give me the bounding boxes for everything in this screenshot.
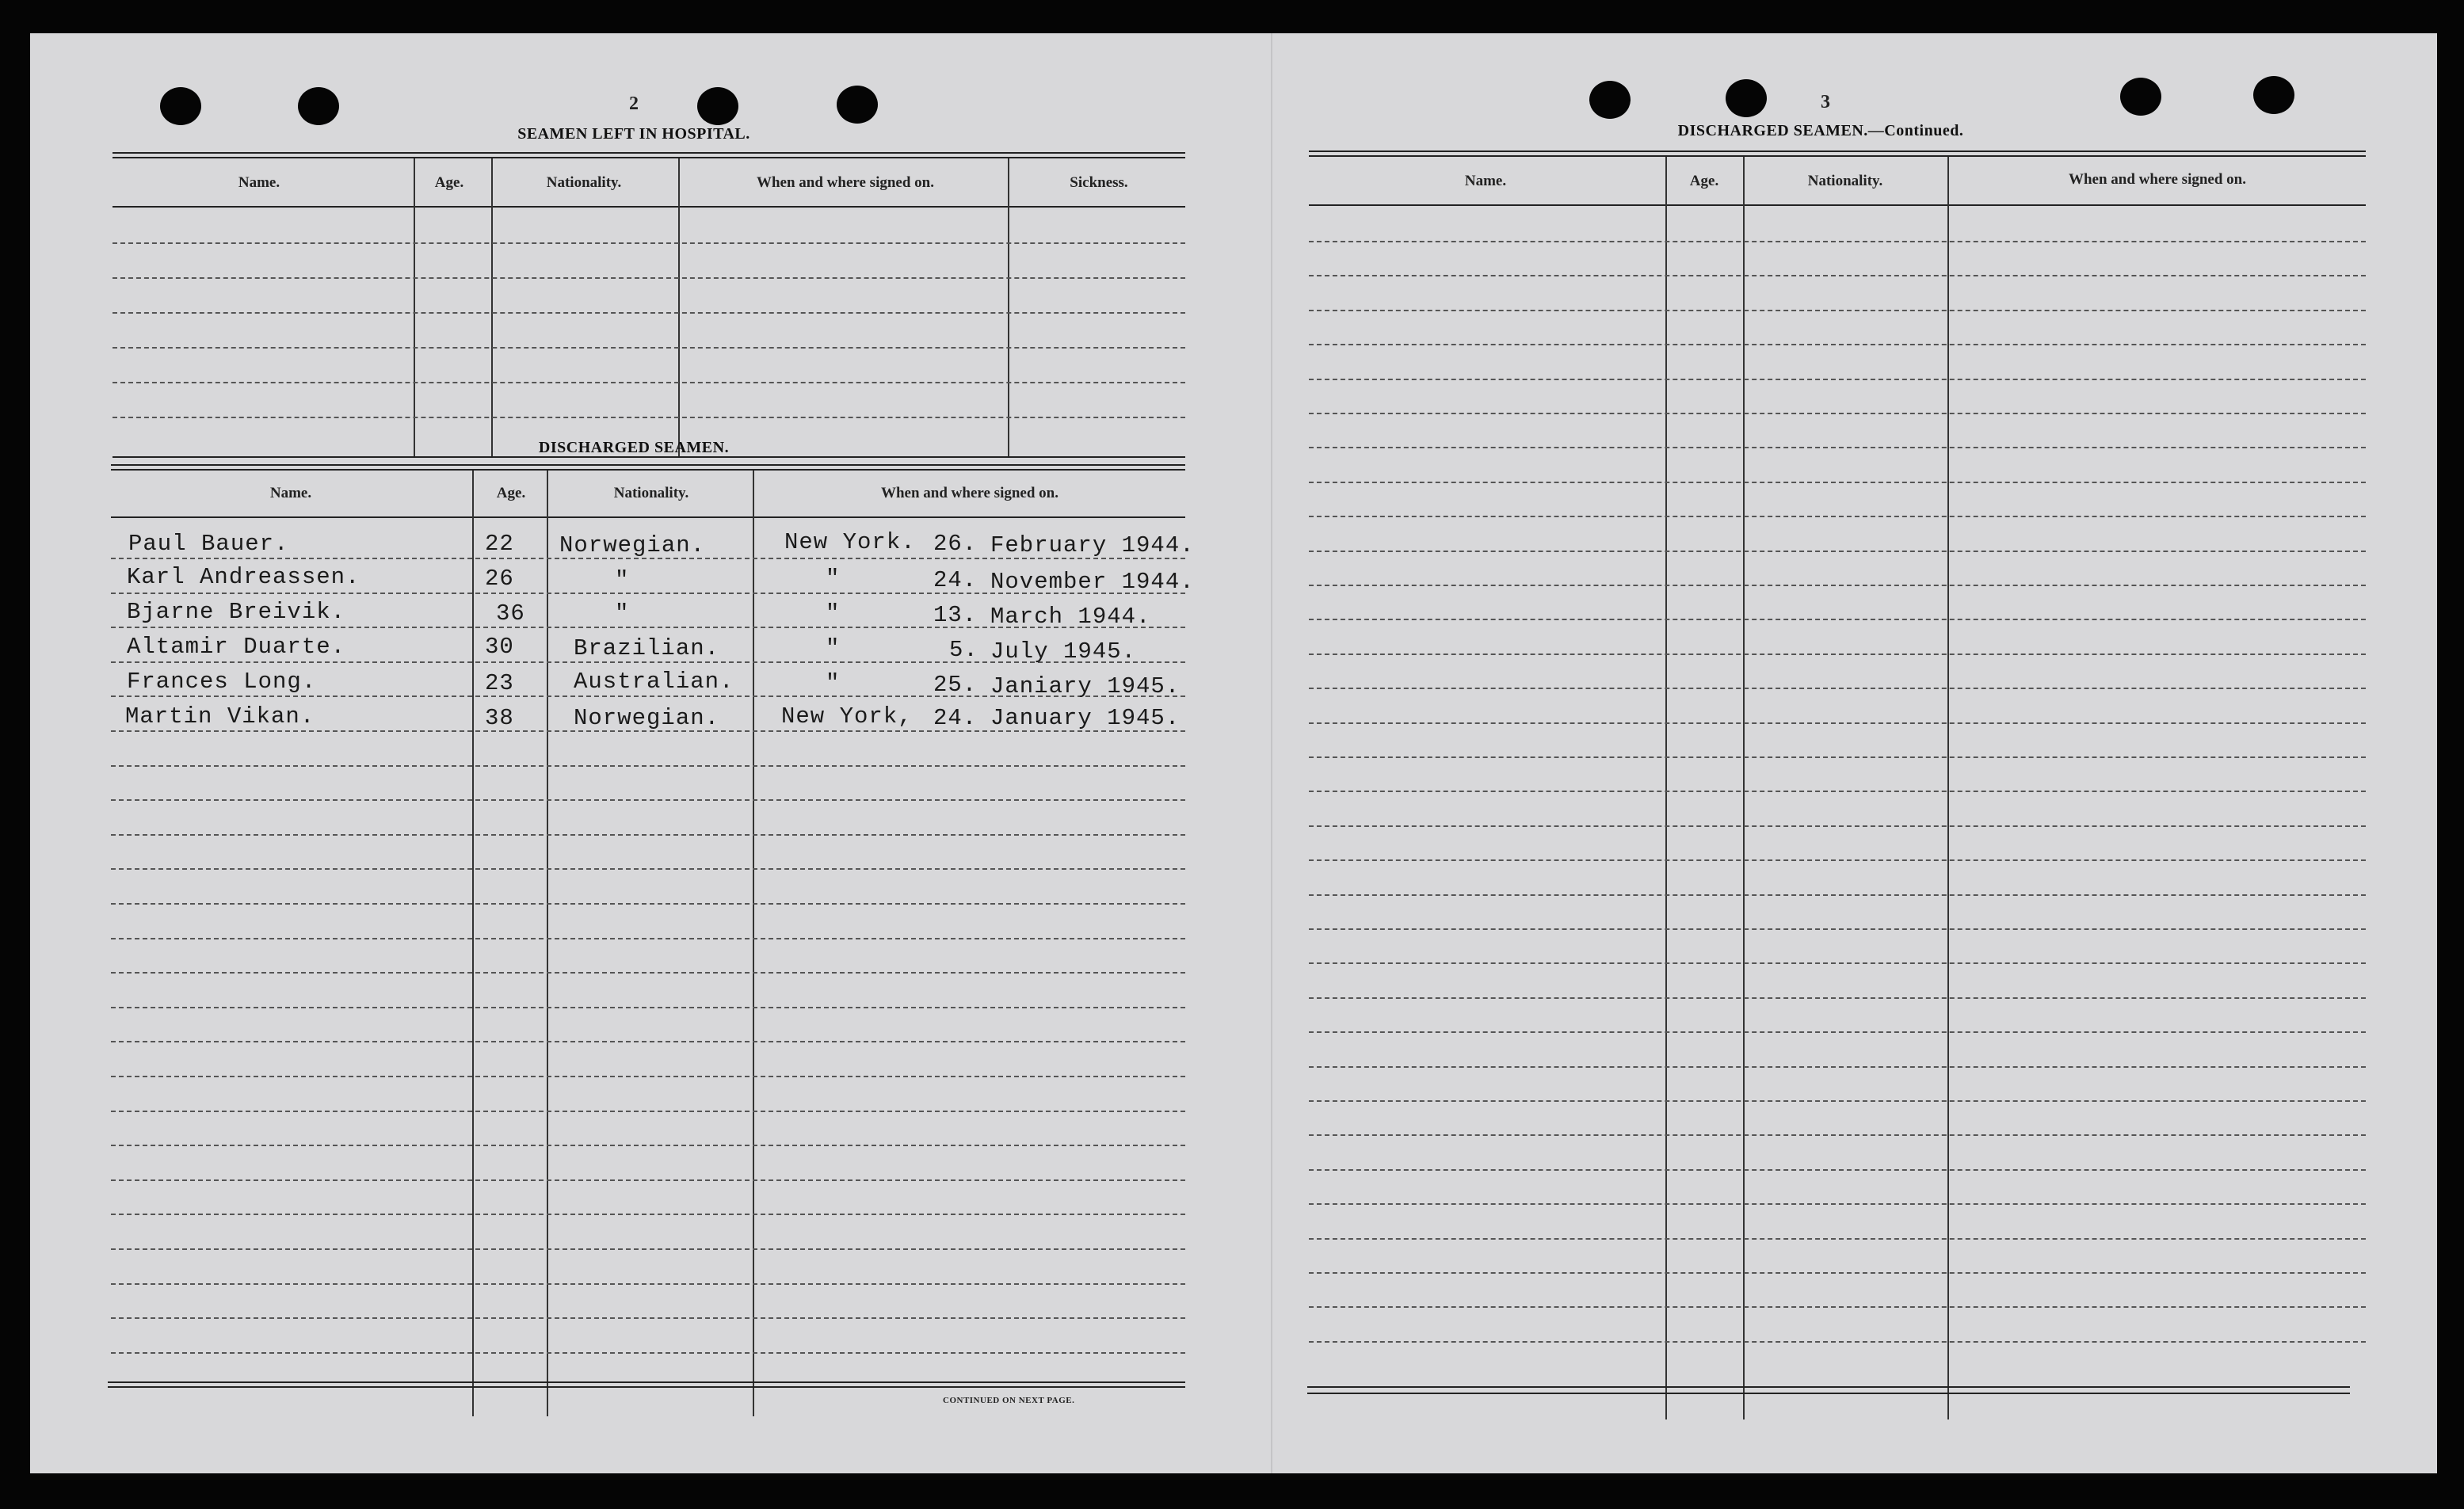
- right-header-rule: [1309, 204, 2366, 206]
- signed-on-month-year: February 1944.: [990, 532, 1195, 558]
- punch-hole: [298, 87, 339, 125]
- ruled-line: [111, 1111, 1185, 1112]
- discharged-col-divider: [472, 471, 474, 1416]
- signed-on-day: 26.: [933, 531, 978, 557]
- right-col-signed-on: When and where signed on.: [2068, 171, 2246, 188]
- ruled-line: [1309, 1031, 2366, 1033]
- ruled-line: [111, 1007, 1185, 1008]
- discharged-col-name: Name.: [269, 485, 312, 501]
- ruled-line: [1309, 1066, 2366, 1068]
- ruled-line: [1309, 516, 2366, 517]
- ruled-line: [1309, 688, 2366, 689]
- seaman-nationality: Norwegian.: [574, 705, 720, 731]
- discharged-col-divider: [547, 471, 548, 1416]
- ruled-line: [1309, 413, 2366, 414]
- hospital-section-title: SEAMEN LEFT IN HOSPITAL.: [517, 125, 750, 143]
- right-table-top-rule: [1309, 151, 2366, 157]
- ruled-line: [1309, 1203, 2366, 1205]
- ruled-line: [1309, 241, 2366, 242]
- ruled-line: [111, 903, 1185, 905]
- right-col-divider: [1743, 157, 1745, 1419]
- ruled-line: [111, 1283, 1185, 1285]
- ruled-line: [111, 765, 1185, 767]
- ruled-line: [111, 1179, 1185, 1181]
- seaman-nationality: Australian.: [574, 669, 734, 695]
- hospital-col-signed-on: When and where signed on.: [756, 174, 934, 191]
- punch-hole: [697, 87, 738, 125]
- seaman-nationality: Brazilian.: [574, 635, 720, 661]
- signed-on-place: ": [826, 600, 841, 627]
- ruled-line: [111, 1352, 1185, 1354]
- discharged-section-title: DISCHARGED SEAMEN.: [538, 439, 730, 456]
- seaman-nationality: ": [615, 567, 630, 593]
- ruled-line: [1309, 756, 2366, 758]
- hospital-header-rule: [113, 206, 1185, 208]
- hospital-col-divider: [678, 158, 680, 456]
- ruled-line: [1309, 894, 2366, 896]
- ruled-line: [1309, 1134, 2366, 1136]
- ruled-line: [1309, 447, 2366, 448]
- ruled-line: [1309, 1306, 2366, 1308]
- ruled-line: [111, 799, 1185, 801]
- right-col-name: Name.: [1464, 173, 1507, 189]
- ruled-line: [1309, 482, 2366, 483]
- signed-on-place: ": [826, 635, 841, 661]
- hospital-col-divider: [491, 158, 493, 456]
- hospital-row-line: [113, 347, 1185, 349]
- hospital-row-line: [113, 382, 1185, 383]
- seaman-age: 23: [485, 670, 514, 696]
- signed-on-month-year: November 1944.: [990, 569, 1195, 595]
- signed-on-place: ": [826, 566, 841, 592]
- seaman-name: Karl Andreassen.: [127, 564, 360, 590]
- ruled-line: [1309, 859, 2366, 861]
- right-col-age: Age.: [1689, 173, 1719, 189]
- signed-on-place: New York,: [781, 703, 913, 730]
- hospital-row-line: [113, 417, 1185, 418]
- ruled-line: [1309, 722, 2366, 724]
- signed-on-day: 13.: [933, 602, 978, 628]
- ruled-line: [1309, 551, 2366, 552]
- ruled-line: [1309, 791, 2366, 792]
- hospital-row-line: [113, 242, 1185, 244]
- right-col-nationality: Nationality.: [1807, 173, 1883, 189]
- right-col-divider: [1947, 157, 1949, 1419]
- ruled-line: [1309, 1169, 2366, 1171]
- hospital-table-top-rule: [113, 152, 1185, 158]
- ruled-line: [111, 1145, 1185, 1146]
- right-col-divider: [1665, 157, 1667, 1419]
- seaman-name: Frances Long.: [127, 669, 317, 695]
- discharged-col-nationality: Nationality.: [613, 485, 689, 501]
- punch-hole: [160, 87, 201, 125]
- seaman-name: Altamir Duarte.: [127, 634, 346, 660]
- punch-hole: [1589, 81, 1631, 119]
- ruled-line: [1309, 1272, 2366, 1274]
- right-table-bottom-rule: [1307, 1393, 2350, 1394]
- seaman-name: Bjarne Breivik.: [127, 599, 346, 625]
- hospital-col-name: Name.: [238, 174, 280, 191]
- ruled-line: [111, 1317, 1185, 1319]
- hospital-col-divider: [1008, 158, 1009, 456]
- discharged-table-bottom-rule: [108, 1381, 1185, 1383]
- seaman-age: 22: [485, 531, 514, 557]
- hospital-col-age: Age.: [434, 174, 464, 191]
- hospital-row-line: [113, 312, 1185, 314]
- punch-hole: [1726, 79, 1767, 117]
- discharged-table-bottom-rule: [108, 1386, 1185, 1388]
- signed-on-day: 25.: [933, 672, 978, 698]
- continued-footnote: CONTINUED ON NEXT PAGE.: [943, 1396, 1075, 1405]
- ruled-line: [1309, 654, 2366, 655]
- ruled-line: [111, 1248, 1185, 1250]
- ruled-line: [111, 834, 1185, 836]
- ruled-line: [1309, 585, 2366, 586]
- ruled-line: [1309, 344, 2366, 345]
- signed-on-month-year: July 1945.: [990, 638, 1137, 665]
- ruled-line: [111, 868, 1185, 870]
- punch-hole: [837, 86, 878, 124]
- ruled-line: [1309, 997, 2366, 999]
- hospital-col-divider: [414, 158, 415, 456]
- seaman-nationality: Norwegian.: [559, 532, 706, 558]
- hospital-col-nationality: Nationality.: [546, 174, 622, 191]
- signed-on-day: 24.: [933, 567, 978, 593]
- seaman-nationality: ": [615, 600, 630, 627]
- hospital-row-line: [113, 277, 1185, 279]
- ruled-line: [1309, 928, 2366, 930]
- ruled-line: [1309, 962, 2366, 964]
- seaman-age: 26: [485, 566, 514, 592]
- signed-on-day: 5.: [949, 637, 978, 663]
- right-table-bottom-rule: [1307, 1386, 2350, 1388]
- ruled-line: [1309, 619, 2366, 620]
- seaman-age: 36: [496, 600, 525, 627]
- signed-on-month-year: Janiary 1945.: [990, 673, 1181, 699]
- discharged-header-rule: [111, 516, 1185, 518]
- page-fold: [1271, 33, 1272, 1473]
- signed-on-month-year: January 1945.: [990, 705, 1181, 731]
- hospital-col-sickness: Sickness.: [1070, 174, 1128, 191]
- document-sheet: [30, 33, 2437, 1473]
- ruled-line: [1309, 275, 2366, 276]
- ruled-line: [111, 972, 1185, 974]
- ruled-line: [111, 1041, 1185, 1042]
- page-number-left: 2: [629, 93, 639, 114]
- ruled-line: [1309, 310, 2366, 311]
- signed-on-place: New York.: [784, 529, 916, 555]
- ruled-line: [1309, 379, 2366, 380]
- punch-hole: [2253, 76, 2294, 114]
- signed-on-place: ": [826, 670, 841, 696]
- page-number-right: 3: [1821, 92, 1830, 112]
- discharged-col-age: Age.: [496, 485, 526, 501]
- ruled-line: [1309, 1341, 2366, 1343]
- discharged-col-divider: [753, 471, 754, 1416]
- seaman-name: Paul Bauer.: [128, 531, 289, 557]
- discharged-col-signed-on: When and where signed on.: [880, 485, 1058, 501]
- discharged-table-top-rule: [111, 464, 1185, 471]
- ruled-line: [111, 1076, 1185, 1077]
- seaman-age: 30: [485, 634, 514, 660]
- punch-hole: [2120, 78, 2161, 116]
- ruled-line: [1309, 1100, 2366, 1102]
- ruled-line: [1309, 1238, 2366, 1240]
- signed-on-month-year: March 1944.: [990, 604, 1151, 630]
- seaman-age: 38: [485, 705, 514, 731]
- discharged-continued-title: DISCHARGED SEAMEN.—Continued.: [1677, 122, 1964, 139]
- ruled-line: [111, 1214, 1185, 1215]
- ruled-line: [1309, 825, 2366, 827]
- signed-on-day: 24.: [933, 705, 978, 731]
- seaman-name: Martin Vikan.: [125, 703, 315, 730]
- ruled-line: [111, 938, 1185, 939]
